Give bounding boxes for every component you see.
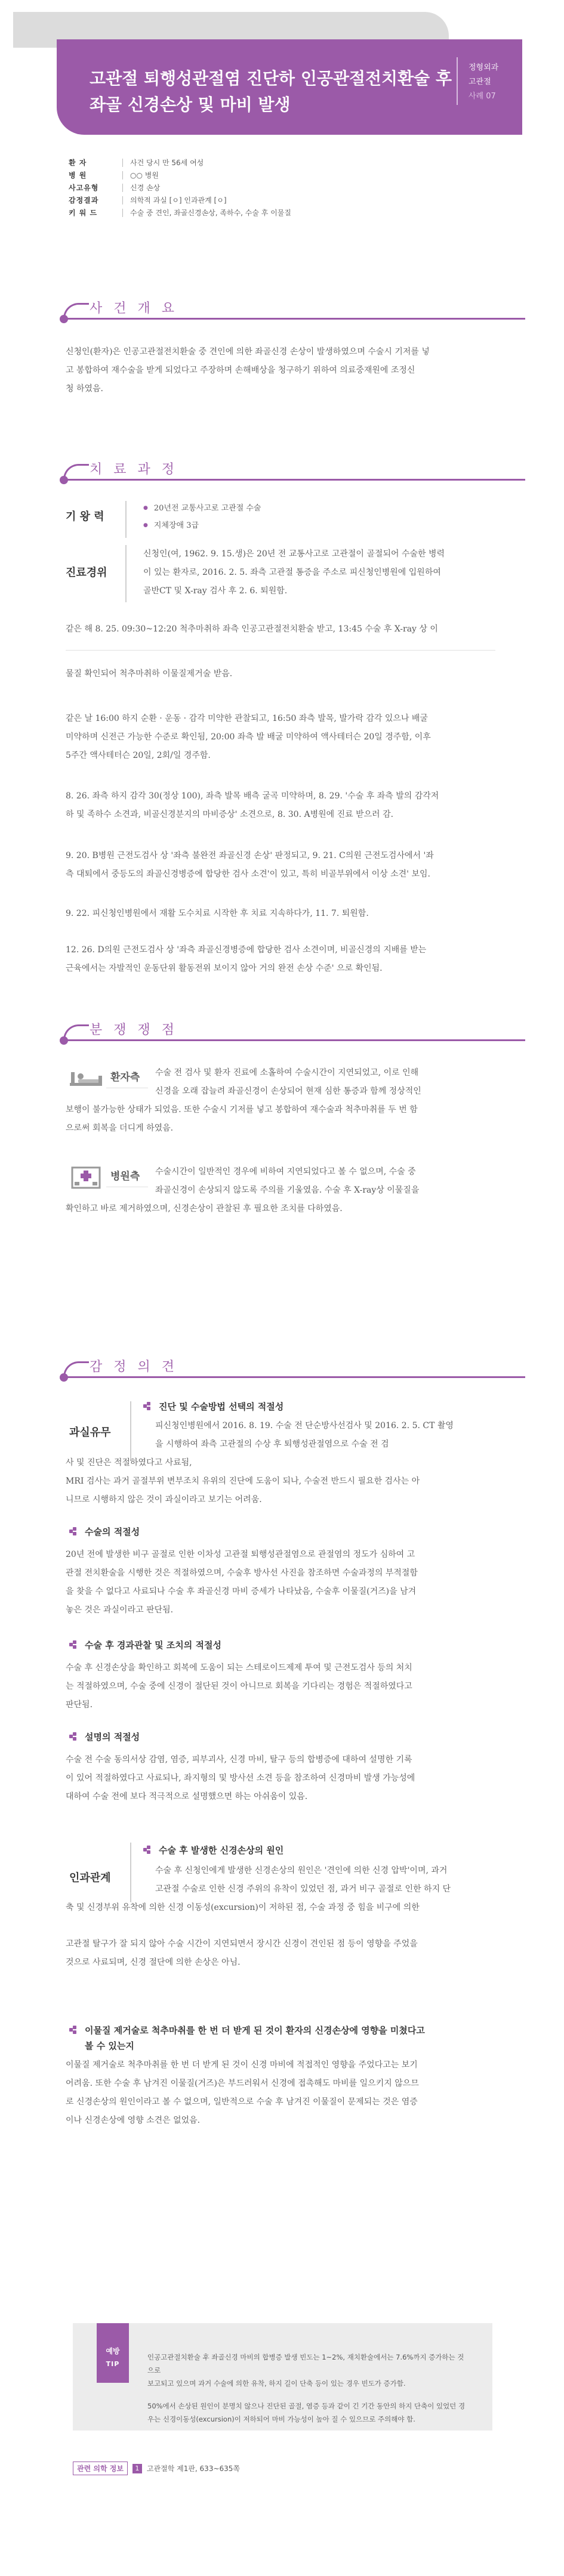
opinion-item-text: [66, 1659, 501, 1714]
section-dispute-heading: [60, 1020, 525, 1049]
tip-badge-tag: TIP: [106, 2360, 120, 2368]
prevention-tip-box: [73, 2323, 492, 2431]
opinion-item-title-text: 진단 및 수술방법 선택의 적절성: [159, 1401, 284, 1412]
text-line: 신경을 오래 잡늘려 좌골신경이 손상되어 현재 심한 통증과 함께 정상적인: [155, 1086, 421, 1096]
text-line: 것으로 사료되며, 신경 절단에 의한 손상은 아님.: [66, 1958, 241, 1967]
patient-side-label: 환자측: [110, 1072, 140, 1083]
info-row: [69, 181, 451, 194]
opinion-item-title: [69, 2023, 425, 2054]
text-line: 으로써 회복을 더디게 하였음.: [66, 1123, 174, 1133]
text-line: 골반CT 및 X-ray 검사 후 2. 6. 퇴원함.: [143, 586, 288, 596]
text-line: 고관절 탈구가 잘 되지 않아 수술 시간이 지연되면서 장시간 신경이 견인된 점 등이 영향을 주었을: [66, 1939, 418, 1949]
text-line: 5주간 액사테터슨 20일, 2회/일 경주함.: [66, 751, 211, 760]
text-line: 고 봉합하여 재수술을 받게 되었다고 주장하며 손해배상을 청구하기 위하여 의료중재원에 조정신: [66, 366, 415, 375]
opinion-item-title: [69, 1525, 140, 1538]
negligence-label: 과실유무: [69, 1426, 111, 1439]
info-key: 감정결과: [69, 196, 99, 205]
header-divider: [457, 57, 458, 105]
text-line: 보고되고 있으며 과거 수술에 의한 유착, 하지 길이 단축 등이 있는 경우 빈도가 증가함.: [147, 2379, 406, 2388]
text-line: 관절 전치환술을 시행한 것은 적절하였으며, 수술후 방사선 사진을 참조하면 수술과정의 부적절함: [66, 1568, 418, 1578]
text-line: 이 있어 적절하였다고 사료되나, 좌지형의 및 방사선 소견 등을 참조하여 신경마비 발생 가능성에: [66, 1773, 415, 1783]
history-item: ● 지체장애 3급: [143, 517, 261, 534]
info-row: [69, 206, 451, 219]
info-row: [69, 156, 451, 169]
text-line: 측 대퇴에서 중등도의 좌골신경병증에 합당한 검사 소견'이 있고, 특히 비골부위에서 이상 소견' 보임.: [66, 869, 430, 879]
hospital-side-label: 병원측: [110, 1171, 140, 1182]
text-line: 축 및 신경부위 유착에 의한 신경 이동성(excursion)이 저하된 점, 수술 과정 중 힘을 비구에 의한: [66, 1903, 420, 1912]
info-row: [69, 194, 451, 206]
bullet-icon: [143, 1402, 154, 1410]
info-key: 환 자: [69, 159, 87, 167]
text-line: 청 하였음.: [66, 384, 103, 394]
text-line: 8. 26. 좌측 하지 감각 30(정상 100), 좌측 발목 배측 굴곡 미약하며, 8. 29. '수술 후 좌측 발의 감각저: [66, 791, 439, 801]
text-line: 수술 전 검사 및 환자 진료에 소홀하여 수술시간이 지연되었고, 이로 인해: [155, 1068, 419, 1078]
text-line: 같은 날 16:00 하지 순환 · 운동 · 감각 미약한 관찰되고, 16:50 좌측 발목, 발가락 감각 있으나 배굴: [66, 714, 428, 723]
text-line: 보행이 불가능한 상태가 되었음. 또한 수술시 기저를 넣고 봉합하여 재수술과 척추마취를 두 번 함: [66, 1105, 418, 1114]
opinion-item-text: [66, 1417, 501, 1509]
text-line: 좌골신경이 손상되지 않도록 주의를 기울였음. 수술 후 X-ray상 이물질을: [155, 1185, 420, 1195]
opinion-item-title: [69, 1730, 140, 1743]
info-row: [69, 169, 451, 181]
opinion-item-title-text: 이물질 제거술로 척추마취를 한 번 더 받게 된 것이 환자의 신경손상에 영향을 미쳤다고: [85, 2025, 425, 2036]
text-line: 수술 후 신경손상을 확인하고 회복에 도움이 되는 스테로이드제제 투여 및 근전도검사 등의 처치: [66, 1663, 412, 1673]
history-divider: [125, 501, 127, 538]
course-label: 진료경위: [66, 566, 107, 579]
text-line: 신청인(환자)은 인공고관절전치환술 중 견인에 의한 좌골신경 손상이 발생하였으며 수술시 기저를 넣: [66, 347, 430, 357]
course-text: [143, 545, 495, 600]
text-line: 물질 확인되어 척추마취하 이물질제거술 받음.: [66, 669, 233, 679]
text-line: 9. 22. 피신청인병원에서 재활 도수치료 시작한 후 치료 지속하다가, 11. 7. 퇴원함.: [66, 909, 369, 918]
tip-badge: [97, 2323, 129, 2383]
text-line: 로 신경손상의 원인이라고 볼 수 없으며, 일반적으로 수술 후 남겨진 이물질이 문제되는 것은 염증: [66, 2097, 418, 2107]
related-info-footer: [73, 2462, 240, 2475]
timeline-entry: [66, 905, 501, 923]
section-dispute-label: 분 쟁 쟁 점: [90, 1023, 178, 1038]
text-line: 이나 신경손상에 영향 소견은 없었음.: [66, 2116, 201, 2125]
opinion-item-text: [66, 1862, 501, 1972]
opinion-item-title: [143, 1400, 283, 1413]
section-treatment-heading: [60, 459, 525, 489]
text-line: [66, 1917, 501, 1935]
timeline-entry: [66, 787, 501, 824]
section-opinion-label: 감 정 의 견: [90, 1360, 178, 1374]
text-line: 고관절 수술로 인한 신경 주위의 유착이 있었던 점, 과거 비구 골절로 인한 하지 단: [155, 1884, 451, 1894]
hospital-claim-text: [66, 1163, 501, 1218]
opinion-item-text: [66, 2056, 501, 2130]
case-number: 사례 07: [469, 92, 496, 101]
causation-label: 인과관계: [69, 1872, 111, 1884]
bullet-icon: [69, 1732, 80, 1741]
reference-number: 1: [132, 2464, 142, 2473]
case-header: [57, 39, 522, 135]
bullet-icon: [69, 2026, 80, 2034]
text-line: 하 및 족하수 소견과, 비골신경분지의 마비증상' 소견으로, 8. 30. A병원에 진료 받으러 감.: [66, 810, 394, 819]
text-line: 판단됨.: [66, 1700, 93, 1710]
opinion-item-title-text: 수술 후 경과관찰 및 조치의 적절성: [85, 1640, 221, 1651]
section-opinion-heading: [60, 1357, 525, 1386]
case-title-line-1: 고관절 퇴행성관절염 진단하 인공관절전치환술 후: [90, 69, 452, 88]
text-line: 같은 해 8. 25. 09:30~12:20 척추마취하 좌측 인공고관절전치환술 받고, 13:45 수술 후 X-ray 상 이: [66, 624, 438, 634]
info-key: 키 워 드: [69, 209, 98, 217]
text-line: 니므로 시행하지 않은 것이 과실이라고 보기는 어려움.: [66, 1495, 262, 1504]
text-line: MRI 검사는 과거 골절부위 변부조치 유위의 진단에 도움이 되나, 수술전 반드시 필요한 검사는 아: [66, 1476, 420, 1486]
bullet-icon: [69, 1640, 80, 1649]
info-key: 사고유형: [69, 184, 99, 192]
header-category: [469, 61, 498, 104]
text-line: 피신청인병원에서 2016. 8. 19. 수술 전 단순방사선검사 및 2016. 2. 5. CT 촬영: [155, 1421, 454, 1431]
text-line: 우는 신경이동성(excursion)이 저하되어 마비 가능성이 높아 질 수 있으므로 주의해야 함.: [147, 2415, 415, 2423]
text-line: 을 시행하여 좌측 고관절의 수상 후 퇴행성관절염으로 수술 전 검: [155, 1439, 389, 1449]
text-line: 미약하며 신전근 가능한 수준로 확인됨, 20:00 좌측 발 배굴 미약하여 액사테터슨 20일 경주함, 이후: [66, 732, 431, 742]
text-line: 근육에서는 자발적인 운동단위 활동전위 보이지 않아 거의 완전 손상 수준' 으로 확인됨.: [66, 964, 383, 973]
opinion-item-title-text: 수술의 적절성: [85, 1527, 140, 1537]
timeline-entry: [66, 620, 501, 639]
divider-line: [66, 650, 495, 651]
opinion-item-title-text: 볼 수 있는지: [85, 2041, 134, 2051]
history-list: [143, 500, 261, 534]
related-info-label: 관련 의학 정보: [73, 2462, 128, 2475]
case-info-table: [69, 156, 451, 219]
bullet-icon: [143, 1846, 154, 1854]
section-summary-heading: [60, 298, 525, 328]
info-value: 사건 당시 만 56세 여성: [122, 159, 204, 167]
opinion-item-title: [143, 1844, 283, 1856]
opinion-item-text: [66, 1751, 501, 1806]
timeline-entry: [66, 710, 501, 765]
info-value: ○○ 병원: [122, 171, 159, 179]
opinion-item-title-text: 설명의 적절성: [85, 1732, 140, 1742]
summary-text: [66, 343, 495, 398]
text-line: 사 및 진단은 적절하였다고 사료됨,: [66, 1458, 192, 1467]
text-line: 어려움. 또한 수술 후 남겨진 이물질(거즈)은 부드러워서 신경에 접촉해도 마비를 일으키지 않으므: [66, 2079, 419, 2088]
text-line: 는 적절하였으며, 수술 중에 신경이 절단된 것이 아니므로 회복을 기다리는 경험은 적절하였다고: [66, 1682, 412, 1691]
tip-body: [147, 2351, 470, 2435]
text-line: 12. 26. D의원 근전도검사 상 '좌측 좌골신경병증에 합당한 검사 소견이며, 비골신경의 지배를 받는: [66, 945, 427, 955]
history-label: 기 왕 력: [66, 510, 104, 523]
case-title-line-2: 좌골 신경손상 및 마비 발생: [90, 95, 291, 114]
text-line: 확인하고 바로 제거하였으며, 신경손상이 관찰된 후 필요한 조치를 다하였음.: [66, 1204, 343, 1213]
category-part: 고관절: [469, 78, 491, 86]
text-line: 을 찾을 수 없다고 사료되나 수술 후 좌골신경 마비 증세가 나타났음, 수술후 이물질(거즈)을 남겨: [66, 1587, 417, 1596]
text-line: 20년 전에 발생한 비구 골절로 인한 이차성 고관절 퇴행성관절염으로 관절염의 정도가 심하여 고: [66, 1550, 415, 1559]
text-line: 대하여 수술 전에 보다 적극적으로 설명했으면 하는 아쉬움이 있음.: [66, 1792, 308, 1801]
text-line: 인공고관절치환술 후 좌골신경 마비의 합병증 발생 빈도는 1~2%, 재치환술에서는 7.6%까지 증가하는 것으로: [147, 2353, 464, 2374]
tip-paragraph: [147, 2399, 470, 2426]
timeline-entry: [66, 847, 501, 884]
info-key: 병 원: [69, 171, 87, 179]
text-line: 이 있는 환자로, 2016. 2. 5. 좌측 고관절 통증을 주소로 피신청인병원에 입원하여: [143, 568, 441, 577]
category-dept: 정형외과: [469, 63, 499, 72]
reference-text: 고관절학 제1판, 633~635쪽: [146, 2464, 241, 2473]
tip-badge-label: 예방: [106, 2347, 120, 2355]
info-value: 의학적 과실 [ㅇ] 인과관계 [ㅇ]: [122, 196, 227, 205]
section-treatment-label: 치 료 과 정: [90, 462, 178, 477]
text-line: 신청인(여, 1962. 9. 15.생)은 20년 전 교통사고로 고관절이 골절되어 수술한 병력: [143, 549, 445, 559]
text-line: 놓은 것은 과실이라고 판단됨.: [66, 1605, 174, 1615]
text-line: 50%에서 손상된 원인이 분명치 않으나 진단된 골절, 염증 등과 같이 긴 기간 동안의 하지 단축이 있었던 경: [147, 2402, 466, 2410]
section-summary-label: 사 건 개 요: [90, 301, 178, 316]
timeline-entry: [66, 665, 501, 683]
history-item: ● 20년전 교통사고로 고관절 수술: [143, 500, 261, 517]
opinion-item-text: [66, 1546, 501, 1620]
bullet-icon: [69, 1527, 80, 1535]
timeline-entry: [66, 941, 501, 978]
text-line: 수술 후 신청인에게 발생한 신경손상의 원인은 '견인에 의한 신경 압박'이며, 과거: [155, 1866, 448, 1875]
case-title: [90, 66, 460, 118]
patient-claim-text: [66, 1064, 501, 1138]
info-value: 수술 중 견인, 좌골신경손상, 족하수, 수술 후 이물질: [122, 209, 291, 217]
text-line: 수술 전 수술 동의서상 감염, 염증, 피부괴사, 신경 마비, 탈구 등의 합병증에 대하여 설명한 기록: [66, 1755, 412, 1764]
course-divider: [125, 545, 127, 602]
text-line: 수술시간이 일반적인 경우에 비하여 지연되었다고 볼 수 없으며, 수술 중: [155, 1167, 416, 1176]
opinion-item-title: [69, 1639, 221, 1651]
info-value: 신경 손상: [122, 184, 160, 192]
tip-paragraph: [147, 2351, 470, 2390]
text-line: 이물질 제거술로 척추마취를 한 번 더 받게 된 것이 신경 마비에 적접적인 영향을 주었다고는 보기: [66, 2060, 418, 2070]
opinion-item-title-text: 수술 후 발생한 신경손상의 원인: [159, 1845, 284, 1856]
text-line: 9. 20. B병원 근전도검사 상 '좌측 불완전 좌골신경 손상' 판정되고, 9. 21. C의원 근전도검사에서 '좌: [66, 851, 434, 860]
